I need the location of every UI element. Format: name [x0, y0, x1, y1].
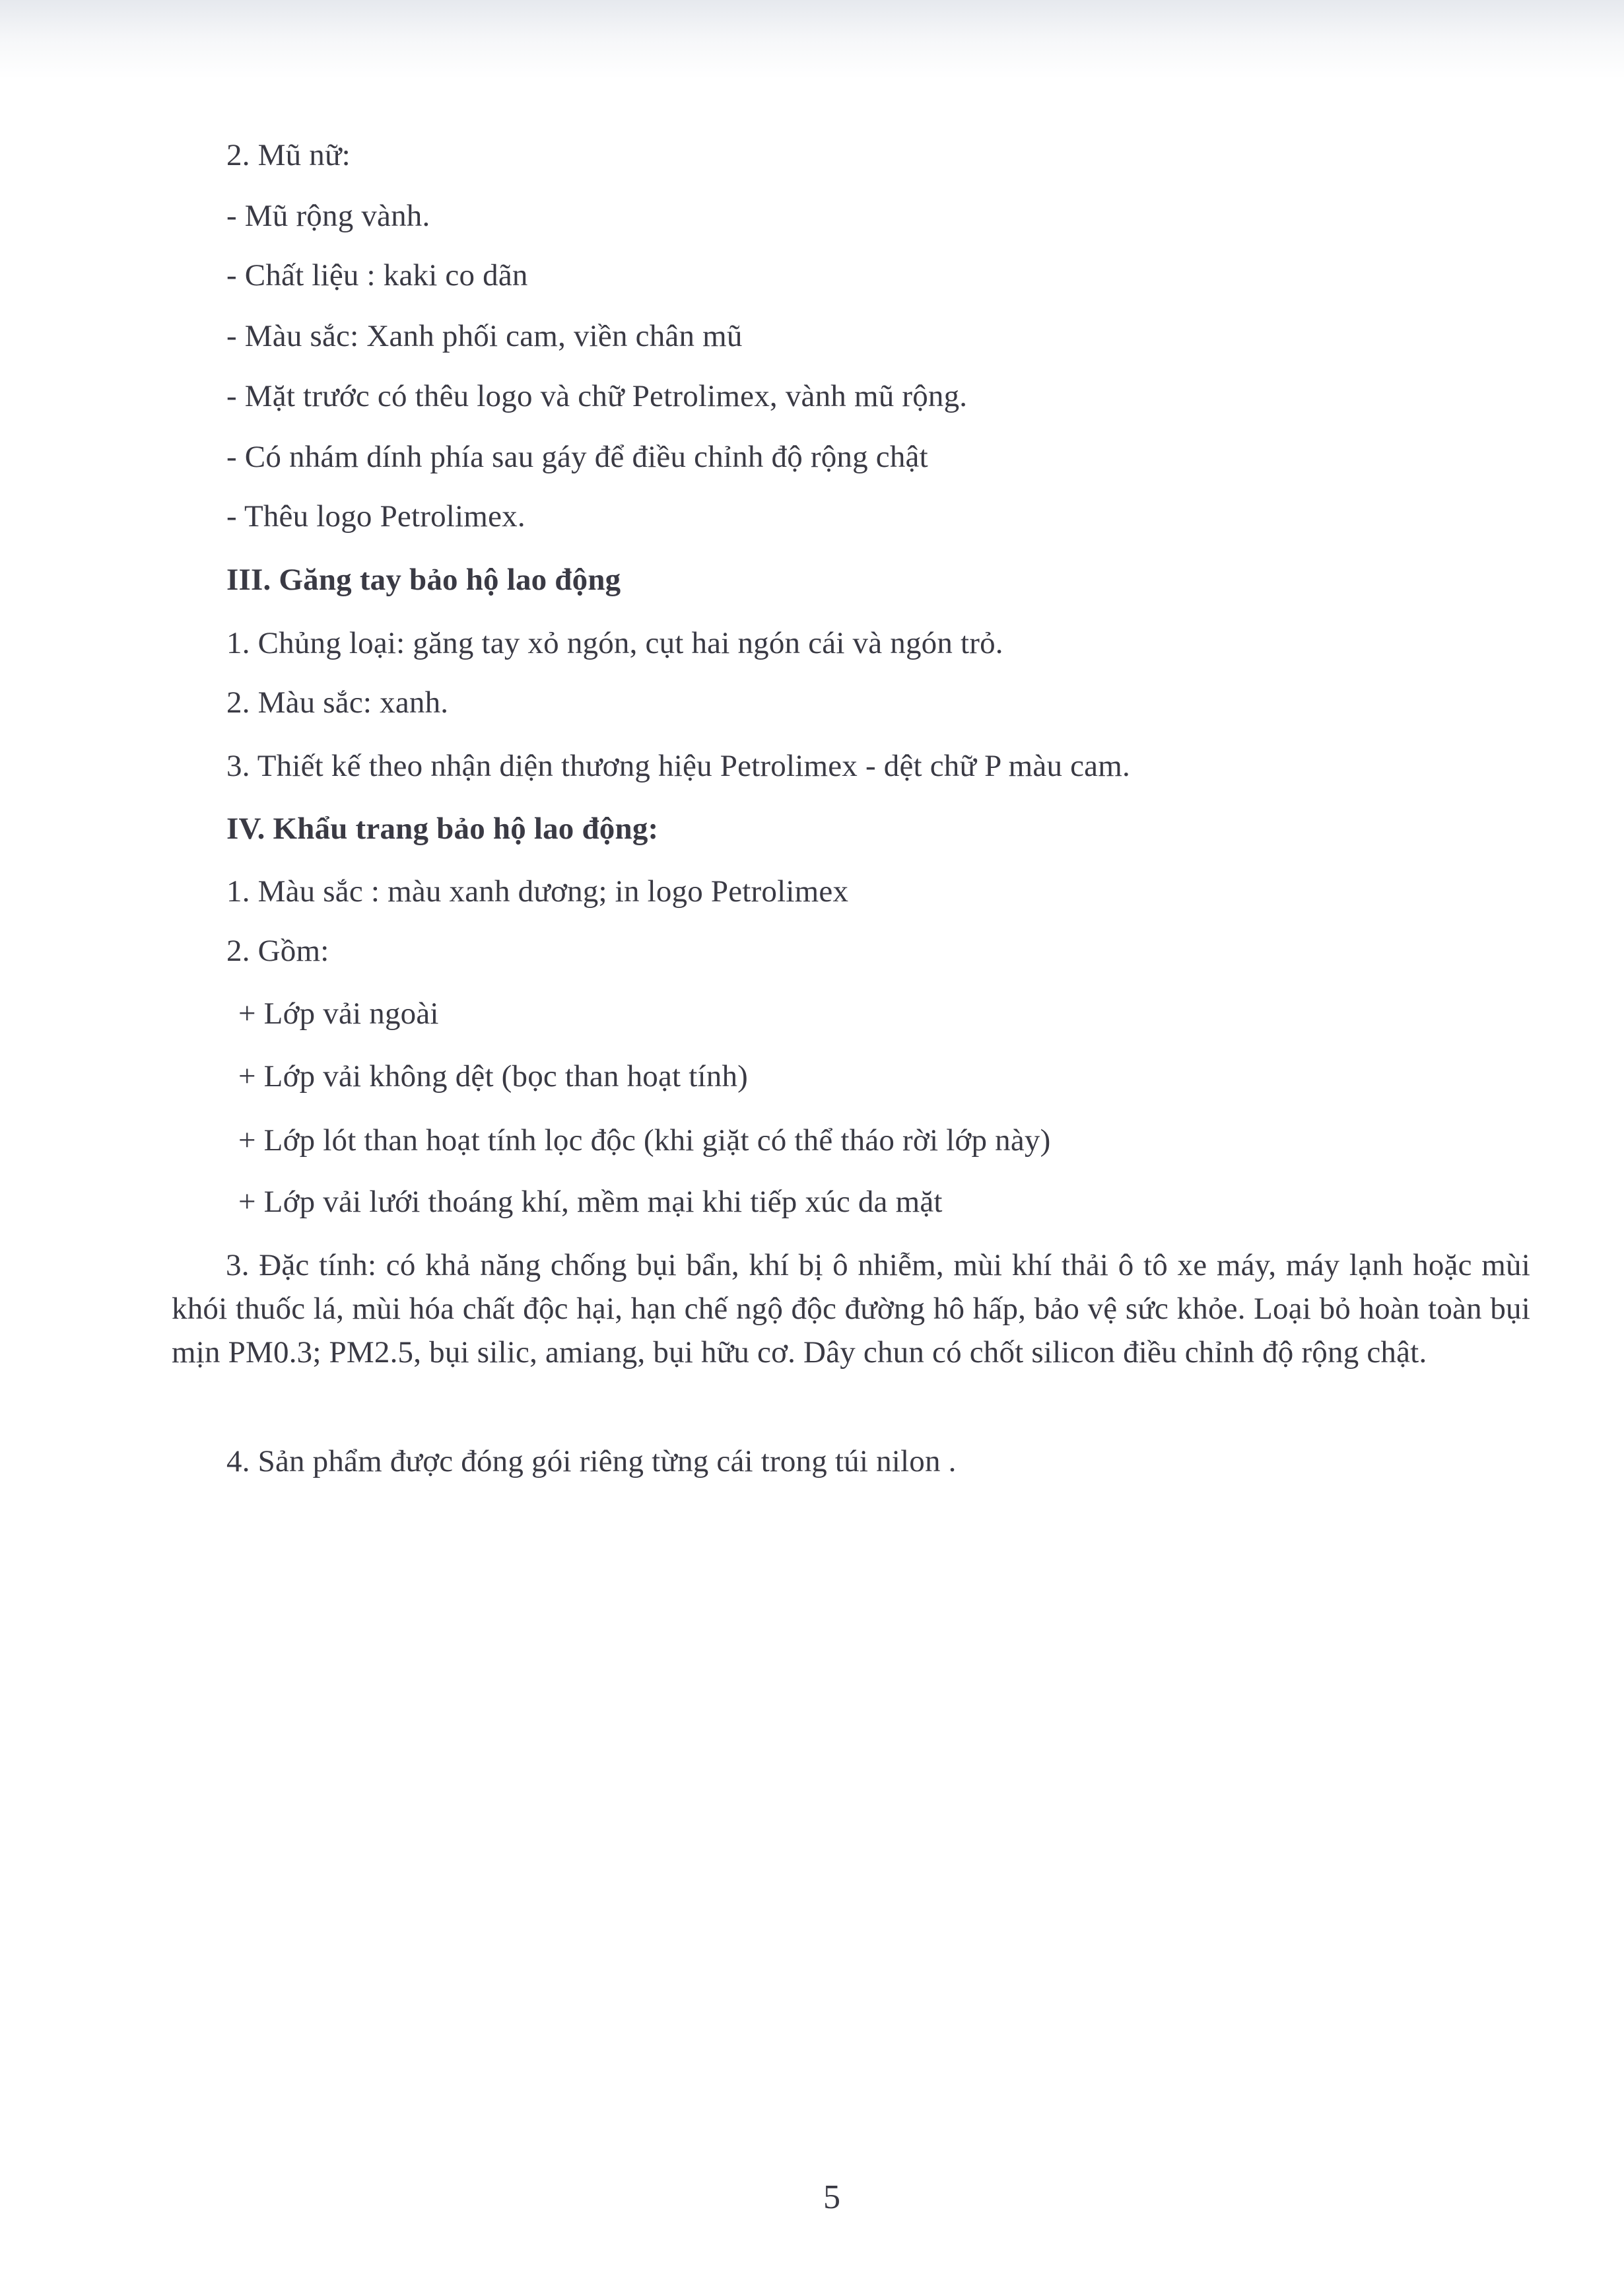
hat-section-title: 2. Mũ nữ:	[226, 138, 351, 172]
mask-property-paragraph: 3. Đặc tính: có khả năng chống bụi bẩn, khí bị ô nhiễm, mùi khí thải ô tô xe máy, máy lạnh hoặc mùi khói thuốc lá, mùi hóa chất độc hại, hạn chế ngộ độc đường hô hấp, bảo vệ sức khỏe. Loại bỏ hoàn toàn bụi mịn PM0.3; PM2.5, bụi silic, amiang, bụi hữu cơ. Dây chun có chốt silicon điều chỉnh độ rộng chật.	[172, 1248, 1530, 1370]
gloves-heading: III. Găng tay bảo hộ lao động	[226, 563, 621, 597]
hat-item-2: - Chất liệu : kaki co dãn	[226, 258, 528, 293]
mask-item-2: 2. Gồm:	[226, 934, 329, 968]
mask-layer-1: + Lớp vải ngoài	[238, 996, 439, 1031]
hat-item-4: - Mặt trước có thêu logo và chữ Petrolimex, vành mũ rộng.	[226, 379, 968, 413]
hat-item-1: - Mũ rộng vành.	[226, 199, 430, 233]
gloves-item-1: 1. Chủng loại: găng tay xỏ ngón, cụt hai ngón cái và ngón trỏ.	[226, 626, 1003, 660]
gloves-item-3: 3. Thiết kế theo nhận diện thương hiệu Petrolimex - dệt chữ P màu cam.	[226, 749, 1130, 783]
mask-layer-2: + Lớp vải không dệt (bọc than hoạt tính)	[238, 1059, 749, 1094]
mask-item-1: 1. Màu sắc : màu xanh dương; in logo Petrolimex	[226, 874, 849, 909]
page-number: 5	[823, 2178, 840, 2216]
mask-packaging: 4. Sản phẩm được đóng gói riêng từng cái trong túi nilon .	[226, 1444, 957, 1478]
mask-layer-4: + Lớp vải lưới thoáng khí, mềm mại khi tiếp xúc da mặt	[238, 1185, 943, 1219]
mask-layer-3: + Lớp lót than hoạt tính lọc độc (khi giặt có thể tháo rời lớp này)	[238, 1123, 1051, 1158]
hat-item-5: - Có nhám dính phía sau gáy để điều chỉnh độ rộng chật	[226, 440, 928, 474]
mask-heading: IV. Khẩu trang bảo hộ lao động:	[226, 812, 659, 846]
gloves-item-2: 2. Màu sắc: xanh.	[226, 685, 449, 720]
hat-item-3: - Màu sắc: Xanh phối cam, viền chân mũ	[226, 319, 743, 353]
hat-item-6: - Thêu logo Petrolimex.	[226, 499, 525, 534]
